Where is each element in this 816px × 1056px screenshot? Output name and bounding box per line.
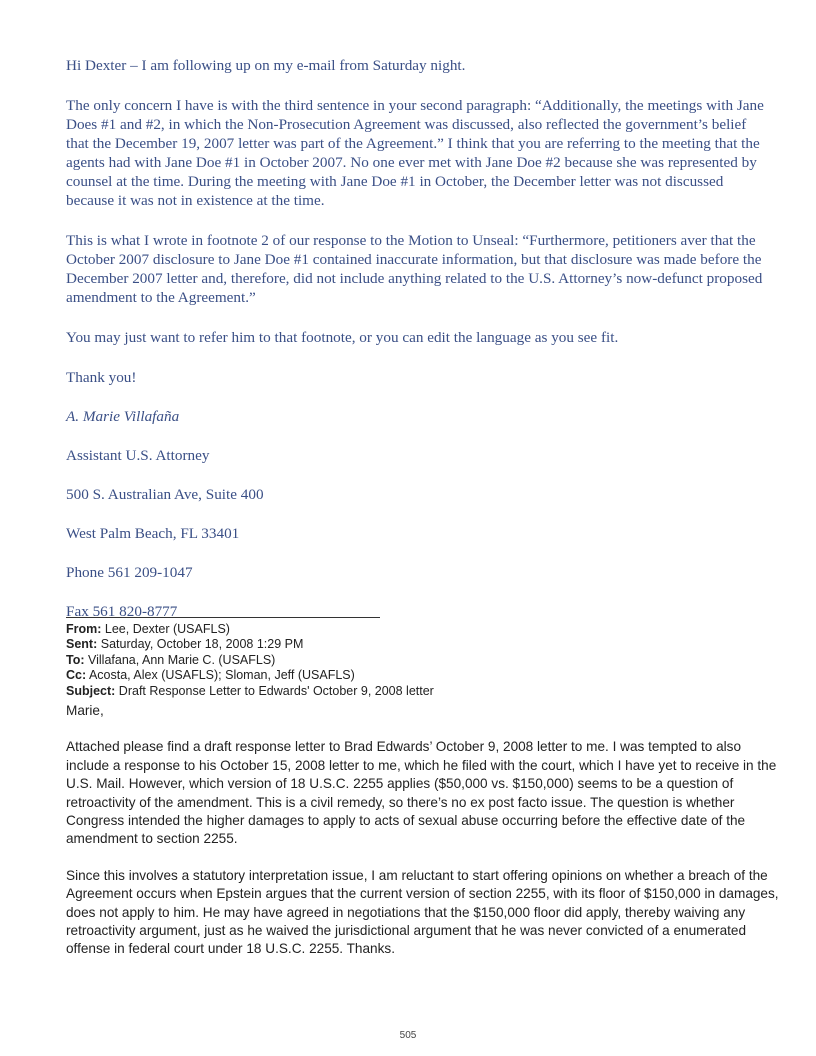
reply-closing: Thank you!: [66, 369, 137, 386]
reply-paragraph-2: This is what I wrote in footnote 2 of our response to the Motion to Unseal: “Furthermore, petitioners aver that the October 2007 disclosure to Jane Doe #1 contained inaccurate information, but that disclosure was made before the December 2007 letter and, therefore, did not include anything related to the U.S. Attorney’s now-defunct proposed amendment to the Agreement.”: [66, 232, 763, 306]
reply-greeting: Hi Dexter – I am following up on my e-mail from Saturday night.: [66, 57, 466, 74]
header-sent: [66, 637, 766, 652]
reply-paragraph-1: The only concern I have is with the third sentence in your second paragraph: “Additionally, the meetings with Jane Does #1 and #2, in which the Non-Prosecution Agreement was discussed, also reflected the government’s belief that the December 19, 2007 letter was part of the Agreement.” I think that you are referring to the meeting that the agents had with Jane Doe #1 in October 2007. No one ever met with Jane Doe #2 because she was represented by counsel at the time. During the meeting with Jane Doe #1 in October, the December letter was not discussed because it was not in existence at the time.: [66, 97, 764, 209]
reply-message: [66, 54, 766, 621]
header-to: [66, 653, 766, 668]
original-paragraph-1: Attached please find a draft response letter to Brad Edwards’ October 9, 2008 letter to me. I was tempted to also include a response to his October 15, 2008 letter to me, which he filed with the court, which I have yet to receive in the U.S. Mail. However, which version of 18 U.S.C. 2255 applies ($50,000 vs. $150,000) seems to be a question of retroactivity of the amendment. This is a civil remedy, so there’s no ex post facto issue. The question is whether Congress intended the higher damages to apply to acts of sexual abuse occurring before the effective date of the amendment to section 2255.: [66, 739, 777, 847]
subject-label: Subject:: [66, 683, 116, 698]
cc-value: Acosta, Alex (USAFLS); Sloman, Jeff (USAFLS): [88, 668, 355, 683]
signature-phone: Phone 561 209-1047: [66, 564, 193, 581]
cc-label: Cc:: [66, 668, 87, 683]
signature-title: Assistant U.S. Attorney: [66, 447, 210, 464]
signature-address-line-2: West Palm Beach, FL 33401: [66, 525, 240, 542]
to-label: To:: [66, 652, 85, 667]
from-value: Lee, Dexter (USAFLS): [104, 622, 230, 636]
sent-label: Sent:: [66, 637, 98, 652]
sent-value: Saturday, October 18, 2008 1:29 PM: [100, 637, 304, 652]
original-message: [66, 702, 786, 959]
from-label: From:: [66, 622, 102, 636]
header-subject: [66, 684, 766, 699]
email-header: [66, 622, 766, 699]
signature-address-line-1: 500 S. Australian Ave, Suite 400: [66, 486, 264, 503]
header-from: [66, 622, 766, 637]
to-value: Villafana, Ann Marie C. (USAFLS): [88, 652, 276, 667]
reply-paragraph-3: You may just want to refer him to that footnote, or you can edit the language as you see fit.: [66, 329, 619, 346]
signature-name: A. Marie Villafaña: [66, 408, 180, 425]
original-salutation: Marie,: [66, 703, 104, 718]
header-cc: [66, 668, 766, 683]
signature-fax: Fax 561 820-8777: [66, 603, 178, 620]
subject-value: Draft Response Letter to Edwards' October 9, 2008 letter: [118, 683, 434, 698]
original-paragraph-2: Since this involves a statutory interpretation issue, I am reluctant to start offering opinions on whether a breach of the Agreement occurs when Epstein argues that the current version of section 2255, with its floor of $150,000 in damages, does not apply to him. He may have agreed in negotiations that the $150,000 floor did apply, thereby waiving any retroactivity argument, just as he waived the jurisdictional argument that he was never convicted of a enumerated offense in federal court under 18 U.S.C. 2255. Thanks.: [66, 867, 779, 957]
page-number: 505: [399, 1030, 417, 1041]
header-divider: [66, 617, 380, 618]
